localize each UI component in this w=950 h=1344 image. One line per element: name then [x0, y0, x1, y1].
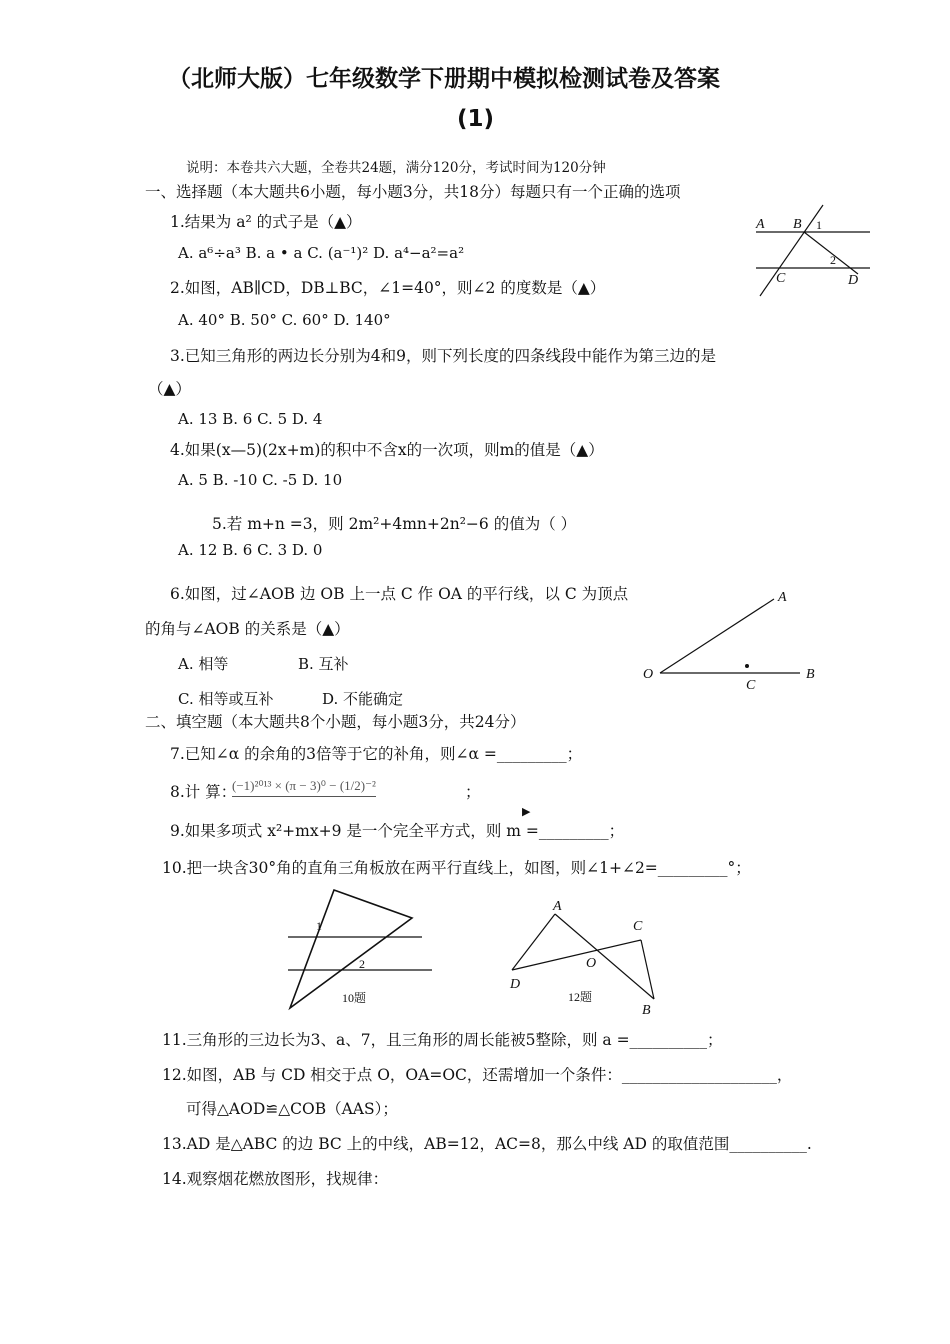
fig2-label-B: B [793, 217, 802, 232]
q6-option-a: A. 相等 [178, 655, 229, 673]
fig12-label-C: C [633, 919, 643, 934]
q14: 14.观察烟花燃放图形，找规律： [162, 1170, 389, 1188]
section1-heading: 一、选择题（本大题共6小题，每小题3分，共18分）每题只有一个正确的选项 [145, 183, 681, 201]
q12: 12.如图，AB 与 CD 相交于点 O，OA=OC，还需增加一个条件：____________________， [162, 1066, 793, 1084]
q8-label: 8.计 算： [170, 783, 237, 801]
fig12-label-O: O [586, 956, 597, 971]
q8-expression: (−1)²⁰¹³ × (π − 3)⁰ − (1/2)⁻² [232, 778, 376, 797]
fig2-label-D: D [848, 273, 859, 288]
q10: 10.把一块含30°角的直角三角板放在两平行直线上，如图，则∠1+∠2=_________°； [162, 859, 751, 877]
fig2-label-C: C [776, 271, 786, 286]
q2-stem: 2.如图，AB∥CD，DB⊥BC，∠1=40°，则∠2 的度数是（▲） [170, 279, 606, 297]
q1-stem: 1.结果为 a² 的式子是（▲） [170, 213, 362, 231]
q8-end: ； [465, 783, 481, 801]
fig10-angle-1: 1 [316, 919, 322, 933]
fig12-label-B: B [642, 1003, 651, 1018]
fig6-label-O: O [643, 667, 654, 682]
q9: 9.如果多项式 x²+mx+9 是一个完全平方式，则 m =_________； [170, 822, 625, 840]
fig6-label-A: A [778, 590, 787, 605]
arrow-marker-icon: ▶ [522, 805, 531, 818]
q7: 7.已知∠α 的余角的3倍等于它的补角，则∠α =_________； [170, 745, 583, 763]
fig2-angle-1: 1 [816, 218, 822, 232]
q6-option-c: C. 相等或互补 [178, 690, 274, 708]
section2-heading: 二、填空题（本大题共8个小题，每小题3分，共24分） [145, 713, 526, 731]
q3-stem: 3.已知三角形的两边长分别为4和9，则下列长度的四条线段中能作为第三边的是 [170, 347, 717, 365]
fig12-label-A: A [553, 899, 562, 914]
fig12-caption: 12题 [568, 990, 593, 1004]
q6-stem-cont: 的角与∠AOB 的关系是（▲） [145, 620, 350, 638]
q5-stem: 5.若 m+n =3，则 2m²+4mn+2n²−6 的值为（ ） [212, 515, 577, 533]
fig2-angle-2: 2 [830, 253, 836, 267]
figure-q6 [638, 582, 828, 692]
q6-option-b: B. 互补 [298, 655, 349, 673]
fig2-label-A: A [756, 217, 765, 232]
fig6-label-C: C [746, 678, 756, 692]
exam-note: 说明：本卷共六大题，全卷共24题，满分120分，考试时间为120分钟 [186, 160, 606, 176]
q6-stem: 6.如图，过∠AOB 边 OB 上一点 C 作 OA 的平行线，以 C 为顶点 [170, 585, 629, 603]
fig10-angle-2: 2 [359, 957, 365, 971]
page-title: （北师大版）七年级数学下册期中模拟检测试卷及答案 [168, 66, 720, 92]
q5-options: A. 12 B. 6 C. 3 D. 0 [178, 541, 323, 559]
q1-options: A. a⁶÷a³ B. a • a C. (a⁻¹)² D. a⁴−a²=a² [178, 244, 465, 262]
figure-q12 [505, 894, 665, 1022]
q2-options: A. 40° B. 50° C. 60° D. 140° [178, 311, 391, 329]
q4-stem: 4.如果(x—5)(2x+m)的积中不含x的一次项，则m的值是（▲） [170, 441, 604, 459]
q6-option-d: D. 不能确定 [322, 690, 404, 708]
q12-cont: 可得△AOD≌△COB（AAS）； [186, 1100, 398, 1118]
fig12-label-D: D [510, 977, 521, 992]
q3-options: A. 13 B. 6 C. 5 D. 4 [178, 410, 323, 428]
q3-stem-cont: （▲） [148, 380, 191, 398]
q13: 13.AD 是△ABC 的边 BC 上的中线，AB=12，AC=8，那么中线 AD 的取值范围__________. [162, 1135, 812, 1153]
fig6-label-B: B [806, 667, 815, 682]
page-title-line2: (1) [457, 106, 495, 132]
figure-q10 [282, 884, 442, 1014]
q4-options: A. 5 B. -10 C. -5 D. 10 [178, 471, 343, 489]
fig10-caption: 10题 [342, 991, 367, 1005]
figure-q2 [748, 200, 873, 300]
q11: 11.三角形的三边长为3、a、7，且三角形的周长能被5整除，则 a =__________； [162, 1031, 723, 1049]
